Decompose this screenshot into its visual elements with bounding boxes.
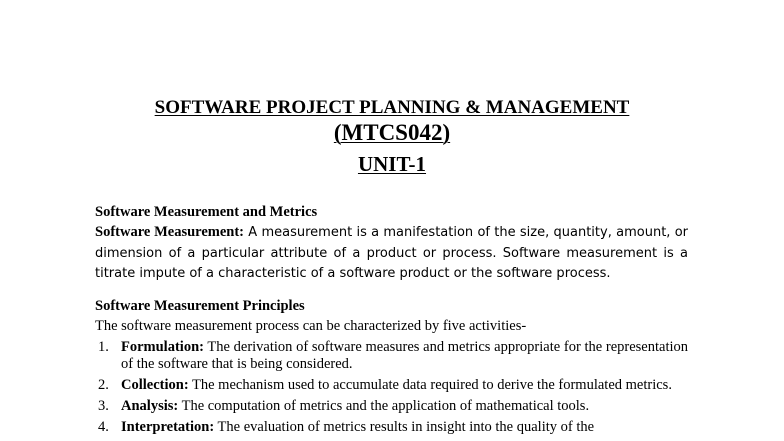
list-item — [95, 339, 688, 373]
section-heading: Software Measurement and Metrics — [95, 204, 318, 220]
item-number: 1. — [98, 339, 109, 355]
term: Software Measurement: — [95, 224, 245, 240]
item-number: 2. — [98, 377, 109, 393]
activities-list — [95, 339, 688, 440]
list-item — [95, 398, 688, 415]
intro-text: The software measurement process can be characterized by five activities- — [95, 318, 527, 334]
item-term: Interpretation: — [121, 419, 215, 435]
item-text: The derivation of software measures and metrics appropriate for the representation of the software that is being considered. — [121, 339, 688, 372]
item-text: The computation of metrics and the application of mathematical tools. — [178, 398, 590, 414]
item-term: Analysis: — [121, 398, 179, 414]
paragraph-text: A measurement is a manifestation of the size, quantity, amount, or dimension of a particular attribute of a product or process. Software measurement is a titrate impute of a characteristic of a software product or the software process. — [95, 225, 689, 281]
course-code: (MTCS042) — [333, 120, 451, 145]
unit-label: UNIT-1 — [357, 152, 427, 176]
item-term: Collection: — [121, 377, 189, 393]
item-text: The evaluation of metrics results in insight into the quality of the — [214, 419, 595, 435]
section-heading: Software Measurement Principles — [95, 298, 305, 314]
list-item — [95, 377, 688, 394]
item-term: Formulation: — [121, 339, 204, 355]
section-measurement-principles — [95, 298, 688, 335]
section-software-measurement — [95, 204, 688, 285]
item-number: 3. — [98, 398, 109, 414]
paragraph — [95, 222, 688, 285]
item-number: 4. — [98, 419, 109, 435]
document-title: SOFTWARE PROJECT PLANNING & MANAGEMENT — [154, 97, 630, 118]
item-text: The mechanism used to accumulate data required to derive the formulated metrics. — [188, 377, 672, 393]
list-item — [95, 419, 688, 436]
